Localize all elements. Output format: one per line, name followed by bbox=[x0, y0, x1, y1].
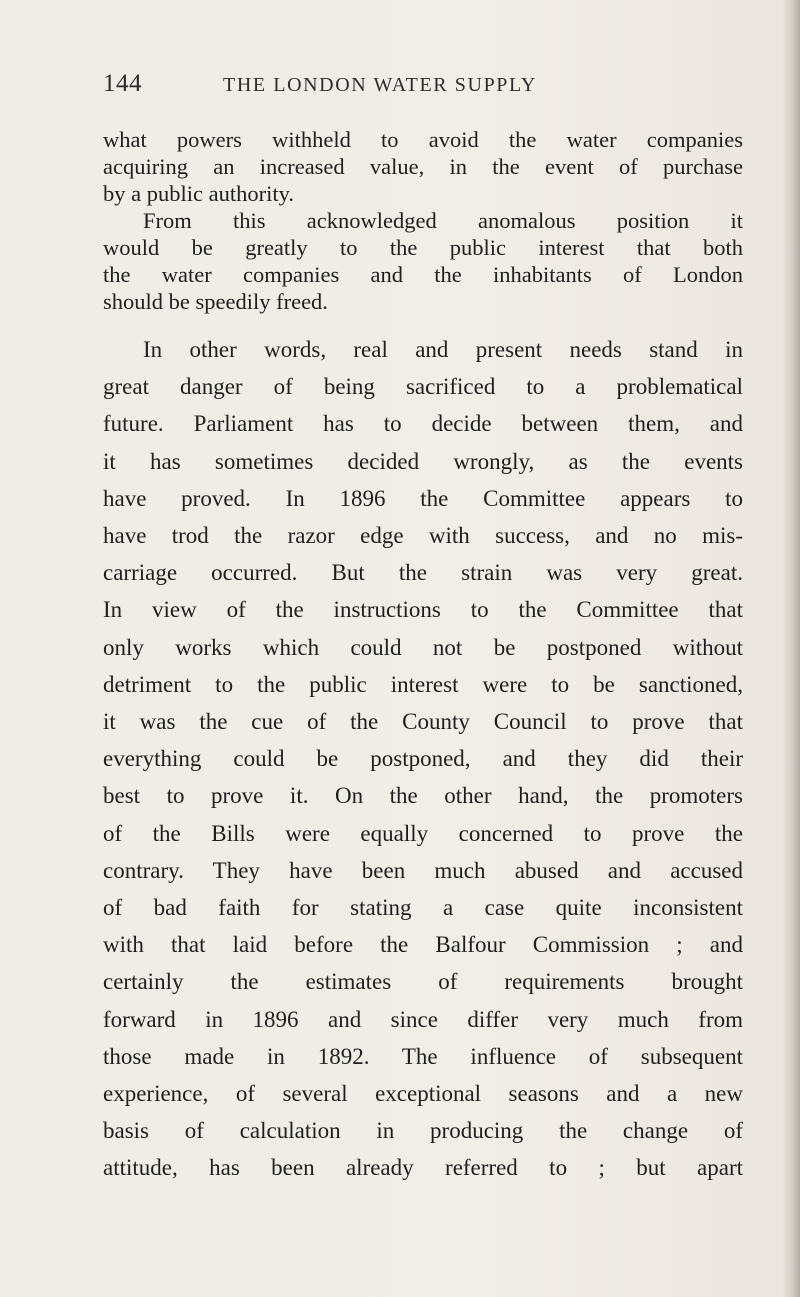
text-line: future. Parliament has to decide between them, and bbox=[103, 411, 743, 437]
text-line: those made in 1892. The influence of subsequent bbox=[103, 1043, 743, 1069]
text-line: it has sometimes decided wrongly, as the events bbox=[103, 448, 743, 474]
text-line: best to prove it. On the other hand, the promoters bbox=[103, 783, 743, 809]
paragraph-anomalous-position bbox=[103, 207, 743, 315]
text-line: great danger of being sacrificed to a problematical bbox=[103, 374, 743, 400]
paragraph-continuation bbox=[103, 126, 743, 207]
text-line: In other words, real and present needs stand in bbox=[143, 337, 743, 362]
text-line: by a public authority. bbox=[103, 181, 294, 206]
text-line: of bad faith for stating a case quite inconsistent bbox=[103, 895, 743, 921]
text-line: only works which could not be postponed without bbox=[103, 634, 743, 660]
page-number: 144 bbox=[103, 70, 142, 97]
text-line: everything could be postponed, and they did their bbox=[103, 746, 743, 772]
text-line: basis of calculation in producing the change of bbox=[103, 1118, 743, 1144]
text-line: contrary. They have been much abused and accused bbox=[103, 857, 743, 883]
running-head bbox=[103, 70, 743, 110]
text-line: with that laid before the Balfour Commission ; and bbox=[103, 932, 743, 958]
text-line: what powers withheld to avoid the water companies bbox=[103, 127, 743, 152]
text-line: experience, of several exceptional seasons and a new bbox=[103, 1081, 743, 1107]
text-line: have proved. In 1896 the Committee appears to bbox=[103, 485, 743, 511]
page-edge-shadow bbox=[782, 0, 800, 1297]
text-line: carriage occurred. But the strain was very great. bbox=[103, 560, 743, 586]
paragraph-in-other-words bbox=[103, 331, 743, 1187]
text-line: In view of the instructions to the Committee that bbox=[103, 597, 743, 623]
text-line: should be speedily freed. bbox=[103, 289, 328, 314]
text-line: the water companies and the inhabitants of London bbox=[103, 262, 743, 287]
text-line: it was the cue of the County Council to prove that bbox=[103, 709, 743, 735]
running-title: THE LONDON WATER SUPPLY bbox=[223, 74, 537, 96]
text-line: forward in 1896 and since differ very much from bbox=[103, 1006, 743, 1032]
text-line: attitude, has been already referred to ; but apart bbox=[103, 1155, 743, 1181]
text-line: have trod the razor edge with success, and no mis- bbox=[103, 523, 743, 549]
text-line: would be greatly to the public interest that both bbox=[103, 235, 743, 260]
body-text bbox=[103, 126, 743, 1187]
text-line: of the Bills were equally concerned to prove the bbox=[103, 820, 743, 846]
text-line: acquiring an increased value, in the event of purchase bbox=[103, 154, 743, 179]
text-line: From this acknowledged anomalous position it bbox=[143, 208, 743, 233]
text-line: certainly the estimates of requirements brought bbox=[103, 969, 743, 995]
text-line: detriment to the public interest were to be sanctioned, bbox=[103, 671, 743, 697]
